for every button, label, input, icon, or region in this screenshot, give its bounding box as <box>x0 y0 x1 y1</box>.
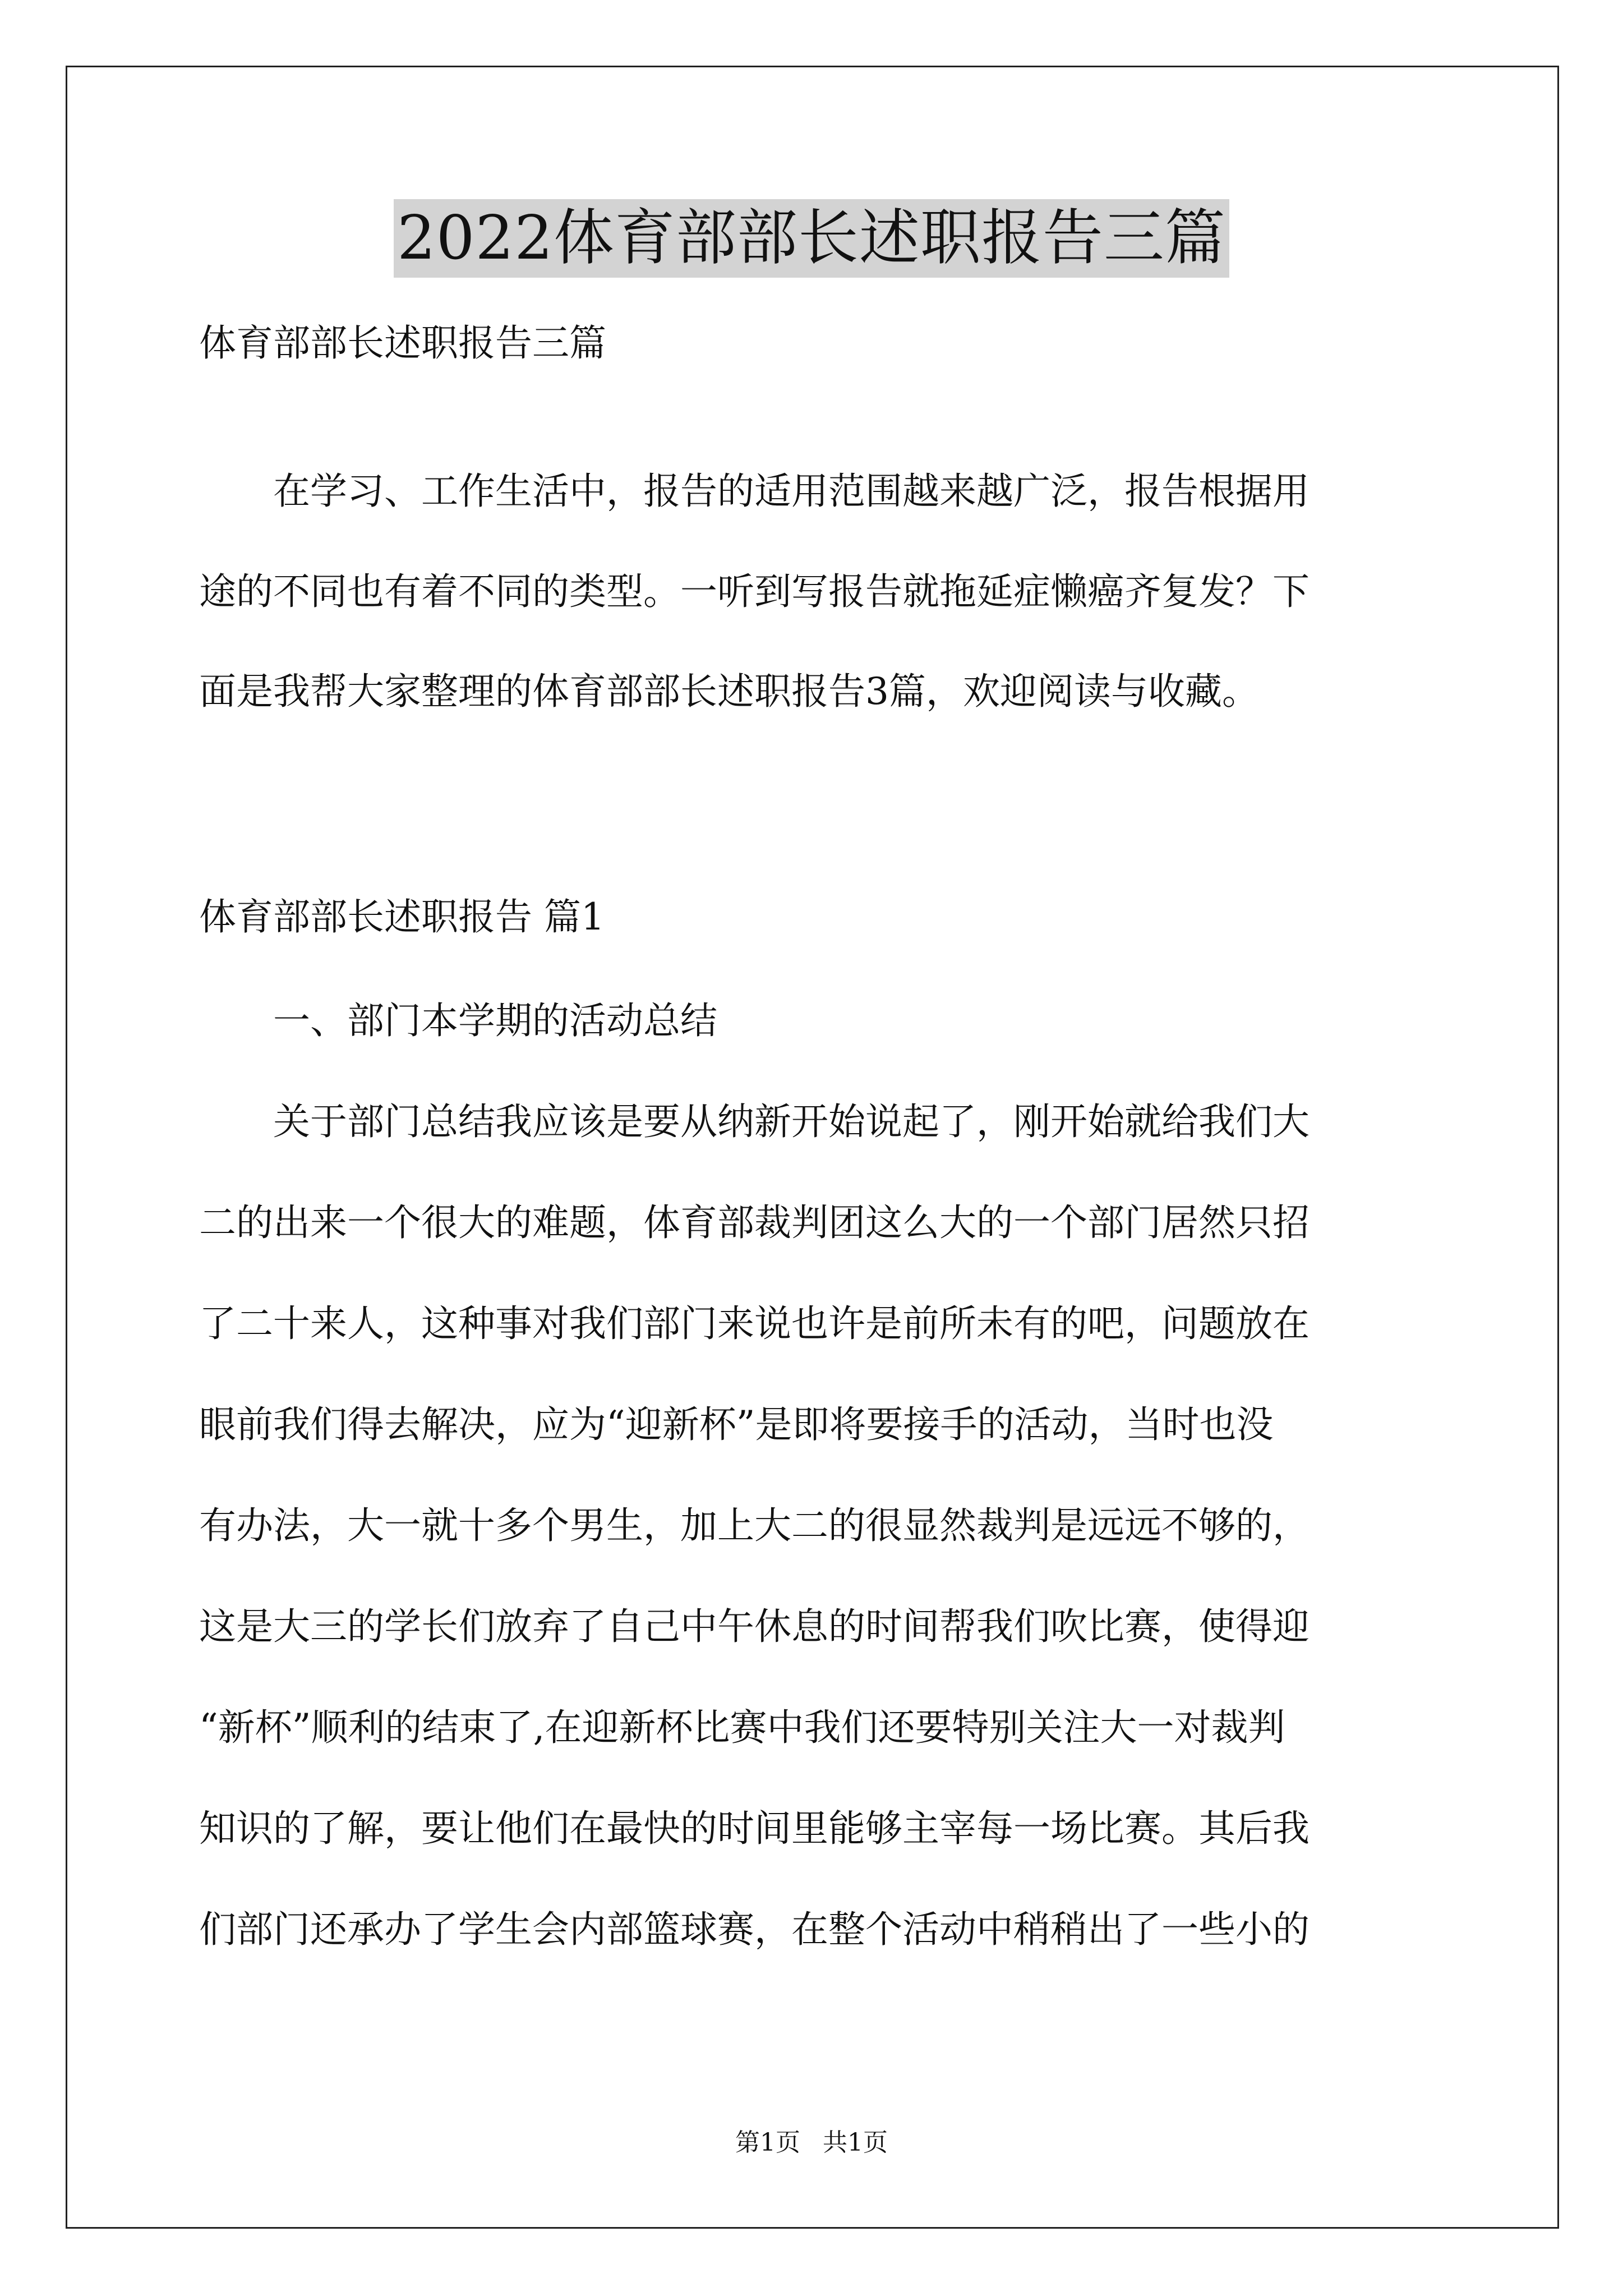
paragraph-line: 这是大三的学长们放弃了自己中午休息的时间帮我们吹比赛，使得迎 <box>199 1605 1310 1648</box>
page-total: 共1页 <box>823 2128 888 2157</box>
paragraph-line: 眼前我们得去解决，应为“迎新杯”是即将要接手的活动，当时也没 <box>199 1403 1274 1446</box>
title-container <box>0 199 1623 278</box>
paragraph-line: 二的出来一个很大的难题，体育部裁判团这么大的一个部门居然只招 <box>199 1201 1310 1244</box>
document-title: 2022体育部部长述职报告三篇 <box>394 199 1229 278</box>
paragraph-line: 有办法，大一就十多个男生，加上大二的很显然裁判是远远不够的， <box>199 1504 1310 1547</box>
paragraph-line: 知识的了解，要让他们在最快的时间里能够主宰每一场比赛。其后我 <box>199 1807 1310 1850</box>
paragraph-line: 关于部门总结我应该是要从纳新开始说起了，刚开始就给我们大 <box>199 1100 1310 1143</box>
paragraph-line: 了二十来人，这种事对我们部门来说也许是前所未有的吧，问题放在 <box>199 1302 1310 1345</box>
paragraph-line: 在学习、工作生活中，报告的适用范围越来越广泛，报告根据用 <box>199 470 1310 513</box>
paragraph-line: 们部门还承办了学生会内部篮球赛，在整个活动中稍稍出了一些小的 <box>199 1908 1310 1951</box>
subsection-heading: 一、部门本学期的活动总结 <box>199 999 717 1042</box>
subtitle-line: 体育部部长述职报告三篇 <box>199 321 606 365</box>
page-footer <box>0 2126 1623 2160</box>
section-heading: 体育部部长述职报告 篇1 <box>199 895 605 938</box>
page-number: 第1页 <box>735 2128 800 2157</box>
paragraph-line: 途的不同也有着不同的类型。一听到写报告就拖延症懒癌齐复发？下 <box>199 570 1310 613</box>
paragraph-line: “新杯”顺利的结束了,在迎新杯比赛中我们还要特别关注大一对裁判 <box>199 1706 1285 1749</box>
paragraph-line: 面是我帮大家整理的体育部部长述职报告3篇，欢迎阅读与收藏。 <box>199 670 1259 713</box>
